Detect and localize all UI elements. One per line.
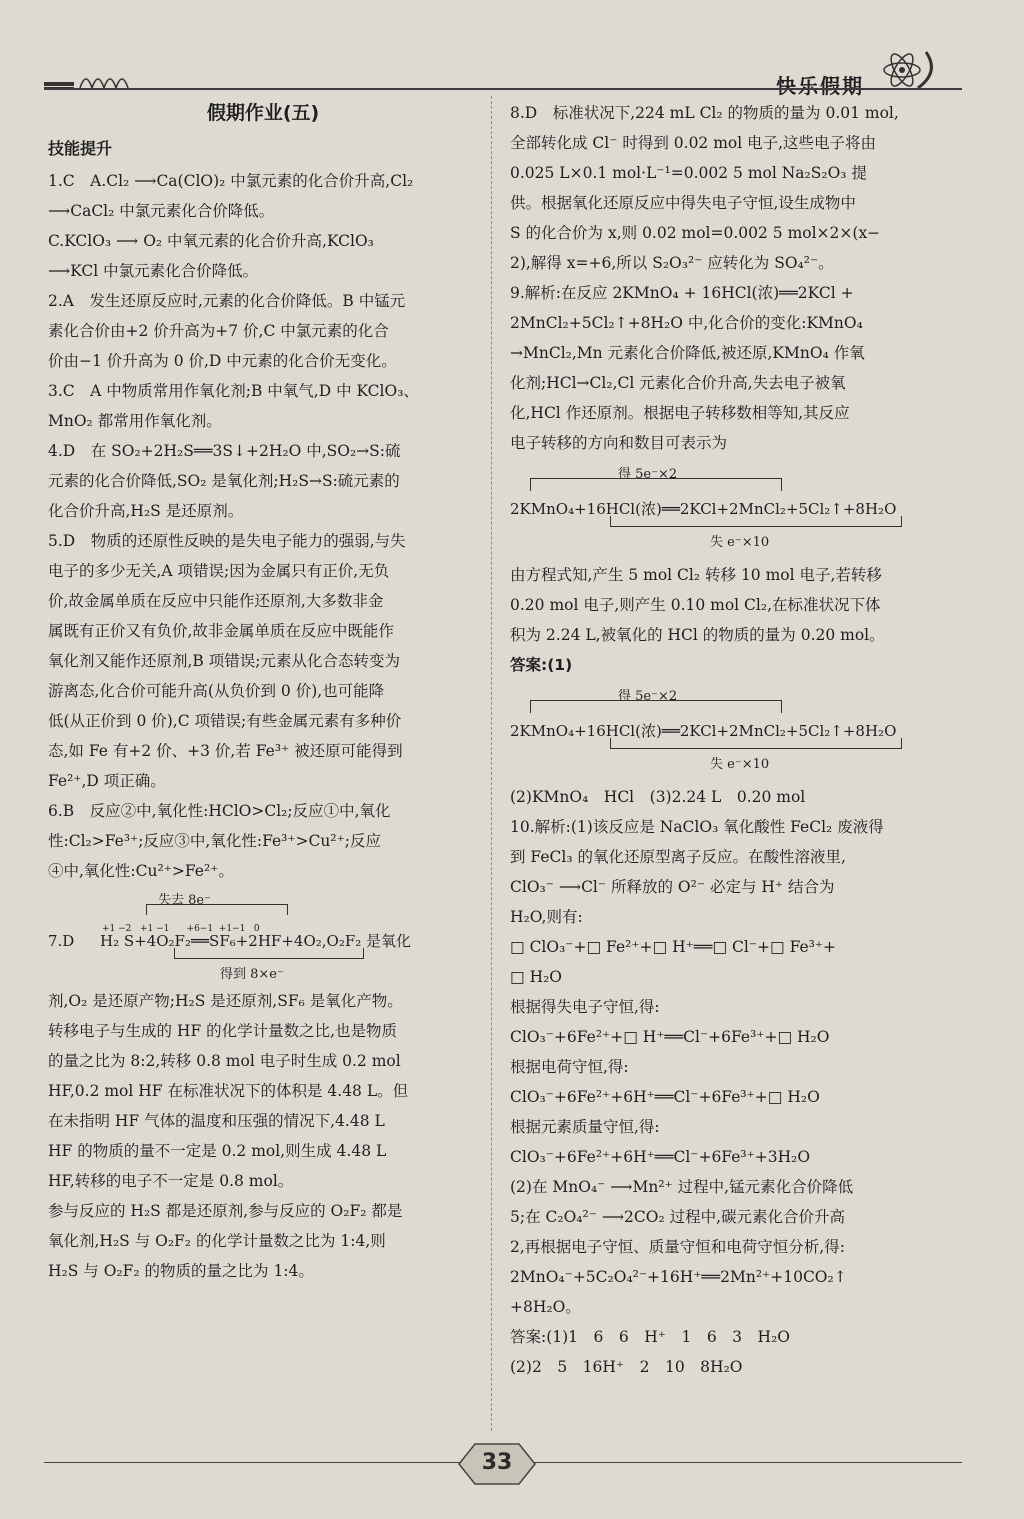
text-line: 8.D 标准状况下,224 mL Cl₂ 的物质的量为 0.01 mol, (510, 104, 899, 122)
text-line: 转移电子与生成的 HF 的化学计量数之比,也是物质 (48, 1022, 398, 1040)
text-line: 电子转移的方向和数目可表示为 (510, 434, 728, 452)
text-line: HF,0.2 mol HF 在标准状况下的体积是 4.48 L。但 (48, 1082, 409, 1100)
text-line: 积为 2.24 L,被氧化的 HCl 的物质的量为 0.20 mol。 (510, 626, 885, 644)
column-divider (491, 96, 492, 1431)
text-line: 的量之比为 8:2,转移 0.8 mol 电子时生成 0.2 mol (48, 1052, 401, 1070)
text-line: 根据得失电子守恒,得: (510, 998, 660, 1016)
diagram-bottom-label: 失 e⁻×10 (710, 757, 770, 772)
page-number: 33 (481, 1450, 513, 1475)
left-column (48, 98, 478, 1286)
text-line: 根据元素质量守恒,得: (510, 1118, 660, 1136)
text-line: 氧化剂,H₂S 与 O₂F₂ 的化学计量数之比为 1:4,则 (48, 1232, 386, 1250)
text-line: 2),解得 x=+6,所以 S₂O₃²⁻ 应转化为 SO₄²⁻。 (510, 254, 834, 272)
text-line: 全部转化成 Cl⁻ 时得到 0.02 mol 电子,这些电子将由 (510, 134, 877, 152)
text-line: HF 的物质的量不一定是 0.2 mol,则生成 4.48 L (48, 1142, 387, 1160)
text-line: S 的化合价为 x,则 0.02 mol=0.002 5 mol×2×(x− (510, 224, 881, 242)
text-line: 氧化剂又能作还原剂,B 项错误;元素从化合态转变为 (48, 652, 400, 670)
text-line: Fe²⁺,D 项正确。 (48, 772, 166, 790)
diagram-top-bracket (530, 478, 782, 491)
text-line: 答案:(1)1 6 6 H⁺ 1 6 3 H₂O (510, 1328, 790, 1346)
text-line: □ H₂O (510, 968, 563, 986)
text-line: 价,故金属单质在反应中只能作还原剂,大多数非金 (48, 592, 384, 610)
page-number-badge (457, 1440, 537, 1488)
text-line: MnO₂ 都常用作氧化剂。 (48, 412, 222, 430)
text-line: 价由−1 价升高为 0 价,D 中元素的化合价无变化。 (48, 352, 397, 370)
electron-transfer-diagram-q7 (48, 886, 478, 986)
text-line: 2.A 发生还原反应时,元素的化合价降低。B 中锰元 (48, 292, 406, 310)
text-line: ⟶CaCl₂ 中氯元素化合价降低。 (48, 202, 275, 220)
text-line: 0.025 L×0.1 mol·L⁻¹=0.002 5 mol Na₂S₂O₃ 提 (510, 164, 867, 182)
text-line: 9.解析:在反应 2KMnO₄ + 16HCl(浓)══2KCl + (510, 284, 854, 302)
text-line: ClO₃⁻ ⟶Cl⁻ 所释放的 O²⁻ 必定与 H⁺ 结合为 (510, 878, 835, 896)
diagram-bottom-label: 得到 8×e⁻ (220, 967, 284, 982)
text-line: 2MnO₄⁻+5C₂O₄²⁻+16H⁺══2Mn²⁺+10CO₂↑ (510, 1268, 847, 1286)
text-line: +8H₂O。 (510, 1298, 581, 1316)
diagram-equation: H₂ S+4O₂F₂══SF₆+2HF+4O₂,O₂F₂ 是氧化 (100, 932, 412, 950)
text-line: 低(从正价到 0 价),C 项错误;有些金属元素有多种价 (48, 712, 402, 730)
electron-transfer-diagram (510, 458, 944, 560)
text-line: 0.20 mol 电子,则产生 0.10 mol Cl₂,在标准状况下体 (510, 596, 881, 614)
valence-labels: +1 −2 +1 −1 +6−1 +1−1 0 (102, 924, 260, 934)
section-subheading: 技能提升 (48, 139, 113, 158)
diagram-top-bracket (530, 700, 782, 713)
text-line: 在未指明 HF 气体的温度和压强的情况下,4.48 L (48, 1112, 385, 1130)
header-rule (44, 88, 962, 90)
text-line: 4.D 在 SO₂+2H₂S══3S↓+2H₂O 中,SO₂→S:硫 (48, 442, 401, 460)
text-line: 游离态,化合价可能升高(从负价到 0 价),也可能降 (48, 682, 385, 700)
text-line: H₂S 与 O₂F₂ 的物质的量之比为 1:4。 (48, 1262, 314, 1280)
text-line: 电子的多少无关,A 项错误;因为金属只有正价,无负 (48, 562, 390, 580)
diagram-bottom-bracket (610, 738, 902, 749)
diagram-prefix: 7.D (48, 932, 75, 950)
diagram-top-label: 得 5e⁻×2 (618, 689, 678, 704)
text-line: 参与反应的 H₂S 都是还原剂,参与反应的 O₂F₂ 都是 (48, 1202, 403, 1220)
text-line: 属既有正价又有负价,故非金属单质在反应中既能作 (48, 622, 394, 640)
text-line: 性:Cl₂>Fe³⁺;反应③中,氧化性:Fe³⁺>Cu²⁺;反应 (48, 832, 382, 850)
text-line: ClO₃⁻+6Fe²⁺+□ H⁺══Cl⁻+6Fe³⁺+□ H₂O (510, 1028, 830, 1046)
text-line: 态,如 Fe 有+2 价、+3 价,若 Fe³⁺ 被还原可能得到 (48, 742, 403, 760)
text-line: 10.解析:(1)该反应是 NaClO₃ 氧化酸性 FeCl₂ 废液得 (510, 818, 884, 836)
text-line: ⟶KCl 中氯元素化合价降低。 (48, 262, 259, 280)
text-line: C.KClO₃ ⟶ O₂ 中氧元素的化合价升高,KClO₃ (48, 232, 374, 250)
answer-label: 答案:(1) (510, 656, 573, 674)
text-line: 元素的化合价降低,SO₂ 是氧化剂;H₂S→S:硫元素的 (48, 472, 400, 490)
text-line: 5.D 物质的还原性反映的是失电子能力的强弱,与失 (48, 532, 406, 550)
text-line: HF,转移的电子不一定是 0.8 mol。 (48, 1172, 294, 1190)
text-line: ClO₃⁻+6Fe²⁺+6H⁺══Cl⁻+6Fe³⁺+□ H₂O (510, 1088, 820, 1106)
diagram-equation: 2KMnO₄+16HCl(浓)══2KCl+2MnCl₂+5Cl₂↑+8H₂O (510, 722, 897, 740)
text-line: 2MnCl₂+5Cl₂↑+8H₂O 中,化合价的变化:KMnO₄ (510, 314, 863, 332)
text-line: →MnCl₂,Mn 元素化合价降低,被还原,KMnO₄ 作氧 (510, 344, 865, 362)
text-line: ClO₃⁻+6Fe²⁺+6H⁺══Cl⁻+6Fe³⁺+3H₂O (510, 1148, 811, 1166)
text-line: 到 FeCl₃ 的氧化还原型离子反应。在酸性溶液里, (510, 848, 846, 866)
text-line: 供。根据氧化还原反应中得失电子守恒,设生成物中 (510, 194, 856, 212)
diagram-equation: 2KMnO₄+16HCl(浓)══2KCl+2MnCl₂+5Cl₂↑+8H₂O (510, 500, 897, 518)
text-line: 1.C A.Cl₂ ⟶Ca(ClO)₂ 中氯元素的化合价升高,Cl₂ (48, 172, 414, 190)
text-line: 2,再根据电子守恒、质量守恒和电荷守恒分析,得: (510, 1238, 845, 1256)
text-line: □ ClO₃⁻+□ Fe²⁺+□ H⁺══□ Cl⁻+□ Fe³⁺+ (510, 938, 837, 956)
diagram-bottom-label: 失 e⁻×10 (710, 535, 770, 550)
page-title: 假期作业(五) (206, 102, 320, 124)
diagram-bottom-bracket (174, 948, 364, 959)
text-line: 剂,O₂ 是还原产物;H₂S 是还原剂,SF₆ 是氧化产物。 (48, 992, 403, 1010)
text-line: 化,HCl 作还原剂。根据电子转移数相等知,其反应 (510, 404, 850, 422)
text-line: 3.C A 中物质常用作氧化剂;B 中氧气,D 中 KClO₃、 (48, 382, 419, 400)
electron-transfer-diagram-answer (510, 680, 944, 782)
header-title: 快乐假期 (776, 74, 864, 98)
text-line: 素化合价由+2 价升高为+7 价,C 中氯元素的化合 (48, 322, 389, 340)
text-line: (2)在 MnO₄⁻ ⟶Mn²⁺ 过程中,锰元素化合价降低 (510, 1178, 854, 1196)
text-line: ④中,氧化性:Cu²⁺>Fe²⁺。 (48, 862, 234, 880)
text-line: 化合价升高,H₂S 是还原剂。 (48, 502, 244, 520)
right-column (510, 98, 944, 1382)
text-line: (2)2 5 16H⁺ 2 10 8H₂O (510, 1358, 743, 1376)
text-line: 根据电荷守恒,得: (510, 1058, 629, 1076)
atom-logo-icon (862, 44, 942, 94)
text-line: 6.B 反应②中,氧化性:HClO>Cl₂;反应①中,氧化 (48, 802, 391, 820)
text-line: 由方程式知,产生 5 mol Cl₂ 转移 10 mol 电子,若转移 (510, 566, 882, 584)
diagram-top-label: 失去 8e⁻ (158, 893, 211, 908)
text-line: (2)KMnO₄ HCl (3)2.24 L 0.20 mol (510, 788, 806, 806)
diagram-bottom-bracket (610, 516, 902, 527)
text-line: H₂O,则有: (510, 908, 583, 926)
diagram-top-label: 得 5e⁻×2 (618, 467, 678, 482)
text-line: 化剂;HCl→Cl₂,Cl 元素化合价升高,失去电子被氧 (510, 374, 846, 392)
text-line: 5;在 C₂O₄²⁻ ⟶2CO₂ 过程中,碳元素化合价升高 (510, 1208, 846, 1226)
